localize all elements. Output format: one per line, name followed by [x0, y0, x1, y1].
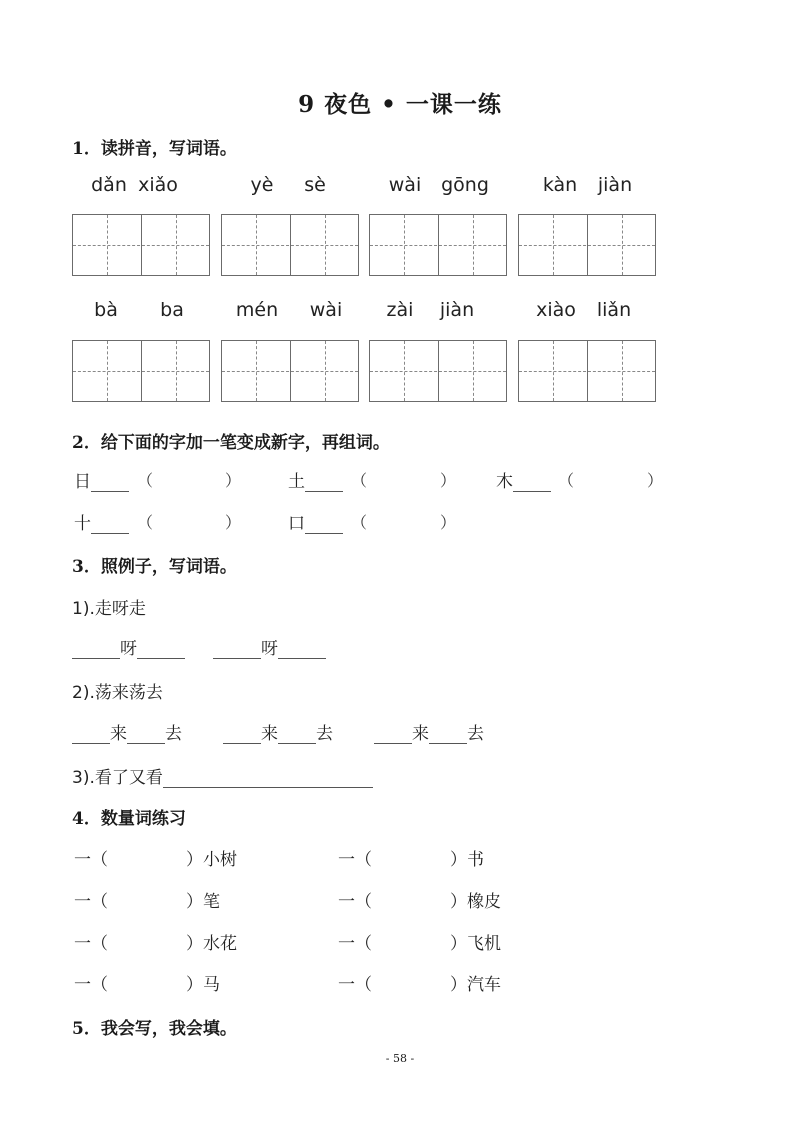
answer-blank[interactable] [305, 473, 343, 492]
example-1-answers [213, 634, 326, 659]
pinyin-row-2 [72, 299, 656, 325]
answer-blank[interactable] [429, 725, 467, 744]
yi-open: 一（ [74, 934, 108, 954]
add-stroke-item [496, 467, 551, 492]
measure-word-item [186, 887, 220, 912]
question-1-heading: 1．读拼音，写词语。 [72, 139, 237, 159]
pinyin: xiào [536, 299, 576, 321]
answer-blank[interactable] [137, 640, 185, 659]
close-paren: ） [186, 892, 203, 912]
writing-box[interactable] [518, 340, 656, 402]
add-stroke-item [288, 467, 343, 492]
writing-box[interactable] [518, 214, 656, 276]
close-paren: ） [186, 934, 203, 954]
close-paren: ） [450, 892, 467, 912]
noun: 橡皮 [467, 892, 501, 912]
yi-open: 一（ [74, 892, 108, 912]
add-stroke-item [288, 509, 343, 534]
measure-word-item [74, 845, 108, 870]
answer-blank[interactable] [223, 725, 261, 744]
pinyin: mén [235, 299, 279, 321]
measure-word-item [186, 845, 237, 870]
qu-char: 去 [467, 724, 484, 744]
answer-blank[interactable] [163, 769, 373, 788]
qu-char: 去 [165, 724, 182, 744]
close-paren: ） [450, 934, 467, 954]
measure-word-item [450, 887, 501, 912]
example-2-answers [374, 719, 484, 744]
base-char: 日 [74, 472, 91, 492]
page-title: 9 夜色 • 一课一练 [298, 91, 502, 118]
writing-box[interactable] [369, 214, 507, 276]
answer-blank[interactable] [91, 515, 129, 534]
pinyin: ba [160, 299, 184, 321]
writing-box[interactable] [221, 214, 359, 276]
page-number: - 58 - [385, 1052, 415, 1065]
measure-word-item [186, 929, 237, 954]
noun: 书 [467, 850, 484, 870]
close-paren: ） [647, 471, 664, 490]
pinyin: kàn [542, 174, 578, 196]
pinyin: wài [309, 299, 343, 321]
close-paren: ） [225, 513, 242, 532]
noun: 马 [203, 975, 220, 995]
yi-open: 一（ [338, 850, 372, 870]
lai-char: 来 [110, 724, 127, 744]
answer-blank[interactable] [72, 725, 110, 744]
measure-word-item [186, 970, 220, 995]
answer-blank[interactable] [72, 640, 120, 659]
measure-word-item [338, 845, 372, 870]
noun: 飞机 [467, 934, 501, 954]
answer-blank[interactable] [91, 473, 129, 492]
answer-blank[interactable] [305, 515, 343, 534]
measure-word-item [450, 845, 484, 870]
answer-blank[interactable] [127, 725, 165, 744]
measure-word-item [450, 929, 501, 954]
close-paren: ） [440, 471, 457, 490]
pinyin: bà [94, 299, 118, 321]
close-paren: ） [450, 975, 467, 995]
answer-blank[interactable] [278, 640, 326, 659]
example-2-answers [72, 719, 182, 744]
example-2: 2).荡来荡去 [72, 683, 163, 703]
close-paren: ） [186, 975, 203, 995]
example-3-text: 3).看了又看 [72, 768, 163, 788]
question-3-heading: 3．照例子，写词语。 [72, 557, 237, 577]
base-char: 土 [288, 472, 305, 492]
ya-char: 呀 [120, 639, 137, 659]
measure-word-item [338, 929, 372, 954]
yi-open: 一（ [338, 934, 372, 954]
noun: 水花 [203, 934, 237, 954]
noun: 笔 [203, 892, 220, 912]
base-char: 木 [496, 472, 513, 492]
open-paren: （ [351, 513, 368, 532]
lai-char: 来 [261, 724, 278, 744]
yi-open: 一（ [74, 975, 108, 995]
base-char: 口 [288, 514, 305, 534]
add-stroke-item [74, 509, 129, 534]
measure-word-item [338, 887, 372, 912]
open-paren: （ [351, 471, 368, 490]
yi-open: 一（ [338, 975, 372, 995]
pinyin: yè [250, 174, 274, 196]
writing-box[interactable] [72, 214, 210, 276]
close-paren: ） [225, 471, 242, 490]
close-paren: ） [186, 850, 203, 870]
example-3 [72, 763, 373, 788]
close-paren: ） [450, 850, 467, 870]
question-5-heading: 5．我会写，我会填。 [72, 1019, 237, 1039]
yi-open: 一（ [338, 892, 372, 912]
open-paren: （ [137, 471, 154, 490]
writing-box[interactable] [221, 340, 359, 402]
close-paren: ） [440, 513, 457, 532]
base-char: 十 [74, 514, 91, 534]
pinyin: sè [304, 174, 326, 196]
lai-char: 来 [412, 724, 429, 744]
pinyin: jiàn [597, 174, 633, 196]
pinyin: dǎn [91, 174, 127, 196]
example-1-answers [72, 634, 185, 659]
answer-blank[interactable] [374, 725, 412, 744]
ya-char: 呀 [261, 639, 278, 659]
writing-box[interactable] [72, 340, 210, 402]
noun: 汽车 [467, 975, 501, 995]
pinyin: liǎn [596, 299, 632, 321]
open-paren: （ [137, 513, 154, 532]
pinyin: gōng [441, 174, 489, 196]
pinyin-row-1 [72, 174, 656, 200]
add-stroke-item [74, 467, 129, 492]
question-2-heading: 2．给下面的字加一笔变成新字，再组词。 [72, 433, 390, 453]
qu-char: 去 [316, 724, 333, 744]
answer-blank[interactable] [213, 640, 261, 659]
example-2-answers [223, 719, 333, 744]
example-1: 1).走呀走 [72, 599, 146, 619]
noun: 小树 [203, 850, 237, 870]
measure-word-item [74, 929, 108, 954]
measure-word-item [450, 970, 501, 995]
open-paren: （ [558, 471, 575, 490]
measure-word-item [74, 887, 108, 912]
pinyin: jiàn [439, 299, 475, 321]
measure-word-item [338, 970, 372, 995]
writing-box[interactable] [369, 340, 507, 402]
measure-word-item [74, 970, 108, 995]
yi-open: 一（ [74, 850, 108, 870]
pinyin: wài [388, 174, 422, 196]
answer-blank[interactable] [278, 725, 316, 744]
pinyin: zài [386, 299, 414, 321]
answer-blank[interactable] [513, 473, 551, 492]
question-4-heading: 4．数量词练习 [72, 809, 186, 829]
pinyin: xiǎo [138, 174, 178, 196]
